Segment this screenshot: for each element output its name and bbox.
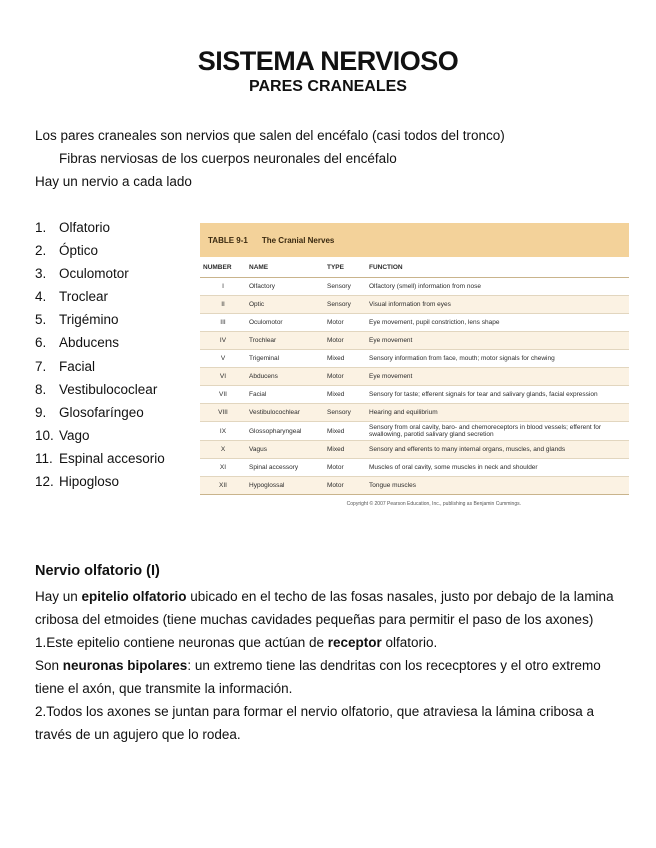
intro-line-1: Los pares craneales son nervios que salen del encéfalo (casi todos del tronco)	[35, 128, 505, 143]
table-cell: Vagus	[246, 441, 324, 459]
table-cell: Motor	[324, 368, 366, 386]
table-row	[200, 350, 629, 368]
table-cell: Olfactory (smell) information from nose	[366, 278, 629, 296]
list-label: Hipogloso	[59, 474, 120, 490]
section-title: Nervio olfatorio (I)	[35, 563, 160, 579]
paragraph-4: 2.Todos los axones se juntan para formar el nervio olfatorio, que atraviesa la lámina cribosa a través de un agujero que lo rodea.	[35, 704, 595, 742]
list-number: 2.	[35, 243, 47, 259]
cranial-table	[200, 257, 629, 495]
table-cell: Spinal accessory	[246, 459, 324, 477]
table-cell: Sensory	[324, 278, 366, 296]
list-number: 8.	[35, 381, 47, 397]
list-number: 11.	[35, 450, 53, 466]
list-item	[35, 424, 165, 447]
table-cell: Visual information from eyes	[366, 296, 629, 314]
text: ubicado en el techo de las fosas nasales, justo por debajo de la lamina cribosa del etmoides (tiene muchas cavidades pequeñas para permitir el paso de los axones)	[35, 589, 614, 627]
table-cell: Motor	[324, 459, 366, 477]
list-number: 12.	[35, 474, 54, 490]
list-number: 4.	[35, 289, 47, 305]
table-cell: Sensory and efferents to many internal organs, muscles, and glands	[366, 441, 629, 459]
paragraph-1	[35, 585, 625, 631]
list-number: 1.	[35, 220, 47, 235]
list-item	[35, 262, 165, 285]
list-item	[35, 447, 165, 470]
bold-term: receptor	[327, 635, 382, 650]
page-subtitle: PARES CRANEALES	[249, 78, 407, 95]
table-cell: Mixed	[324, 386, 366, 404]
table-cell: I	[200, 278, 246, 296]
table-cell: Sensory	[324, 296, 366, 314]
table-cell: V	[200, 350, 246, 368]
table-cell: VII	[200, 386, 246, 404]
table-row	[200, 278, 629, 296]
table-cell: Hearing and equilibrium	[366, 404, 629, 422]
table-cell: Eye movement	[366, 332, 629, 350]
list-item	[35, 216, 165, 239]
table-cell: Eye movement	[366, 368, 629, 386]
column-header: FUNCTION	[366, 257, 629, 278]
table-tag: TABLE 9-1	[208, 235, 248, 245]
list-number: 9.	[35, 404, 47, 420]
table-cell: Sensory for taste; efferent signals for tear and salivary glands, facial expression	[366, 386, 629, 404]
table-cell: Sensory information from face, mouth; motor signals for chewing	[366, 350, 629, 368]
table-cell: X	[200, 441, 246, 459]
table-cell: XI	[200, 459, 246, 477]
list-item	[35, 308, 165, 331]
list-label: Vestibulococlear	[59, 381, 158, 397]
paragraph-2	[35, 631, 625, 654]
list-item	[35, 378, 165, 401]
table-cell: Sensory	[324, 404, 366, 422]
table-cell: VIII	[200, 404, 246, 422]
text: Son	[35, 658, 63, 673]
paragraph-3	[35, 654, 625, 700]
table-cell: Oculomotor	[246, 314, 324, 332]
column-header: TYPE	[324, 257, 366, 278]
list-label: Espinal accesorio	[59, 450, 165, 466]
table-row	[200, 404, 629, 422]
table-row	[200, 441, 629, 459]
table-cell: Abducens	[246, 368, 324, 386]
table-cell: Muscles of oral cavity, some muscles in neck and shoulder	[366, 459, 629, 477]
bold-term: neuronas bipolares	[62, 658, 188, 673]
list-item	[35, 239, 165, 262]
table-cell: II	[200, 296, 246, 314]
list-item	[35, 355, 165, 378]
column-header: NAME	[246, 257, 324, 278]
table-cell: Hypoglossal	[246, 477, 324, 495]
table-cell: Vestibulocochlear	[246, 404, 324, 422]
table-row	[200, 459, 629, 477]
list-label: Facial	[59, 358, 96, 374]
list-label: Troclear	[59, 289, 109, 305]
table-cell: IV	[200, 332, 246, 350]
text: 1.Este epitelio contiene neuronas que actúan de	[35, 635, 328, 650]
page-title: SISTEMA NERVIOSO	[197, 46, 459, 76]
list-item	[35, 470, 165, 493]
bold-term: epitelio olfatorio	[81, 589, 187, 604]
list-label: Óptico	[59, 243, 99, 259]
list-label: Vago	[59, 427, 90, 443]
table-cell: Optic	[246, 296, 324, 314]
list-number: 7.	[35, 358, 47, 374]
table-row	[200, 332, 629, 350]
table-cell: Mixed	[324, 441, 366, 459]
table-cell: XII	[200, 477, 246, 495]
table-cell: Trochlear	[246, 332, 324, 350]
list-label: Oculomotor	[59, 266, 129, 282]
table-cell: Mixed	[324, 350, 366, 368]
section-body	[35, 585, 625, 746]
table-cell: Olfactory	[246, 278, 324, 296]
list-label: Abducens	[59, 335, 120, 351]
table-cell: VI	[200, 368, 246, 386]
text: olfatorio.	[381, 635, 438, 650]
list-number: 6.	[35, 335, 47, 351]
table-header-bar	[200, 223, 629, 257]
list-number: 5.	[35, 312, 47, 328]
list-label: Olfatorio	[59, 220, 111, 235]
list-item	[35, 401, 165, 424]
list-number: 10.	[35, 427, 54, 443]
intro-line-3: Hay un nervio a cada lado	[35, 174, 192, 189]
table-cell: Eye movement, pupil constriction, lens shape	[366, 314, 629, 332]
table-caption: The Cranial Nerves	[261, 235, 335, 245]
list-item	[35, 331, 165, 354]
table-row	[200, 368, 629, 386]
table-row	[200, 296, 629, 314]
table-row	[200, 314, 629, 332]
table-row	[200, 422, 629, 441]
table-cell: Motor	[324, 477, 366, 495]
text: Hay un	[35, 589, 82, 604]
table-row	[200, 477, 629, 495]
intro-line-2: Fibras nerviosas de los cuerpos neuronales del encéfalo	[59, 151, 397, 166]
list-label: Glosofaríngeo	[59, 404, 144, 420]
table-cell: III	[200, 314, 246, 332]
table-cell: Motor	[324, 314, 366, 332]
table-cell: Facial	[246, 386, 324, 404]
table-cell: Mixed	[324, 422, 366, 441]
table-copyright: Copyright © 2007 Pearson Education, Inc., publishing as Benjamin Cummings.	[346, 501, 521, 507]
table-cell: IX	[200, 422, 246, 441]
list-number: 3.	[35, 266, 47, 282]
table-cell: Motor	[324, 332, 366, 350]
list-label: Trigémino	[59, 312, 119, 328]
table-cell: Tongue muscles	[366, 477, 629, 495]
cranial-nerve-list	[35, 216, 165, 493]
table-row	[200, 386, 629, 404]
table-cell: Glossopharyngeal	[246, 422, 324, 441]
list-item	[35, 285, 165, 308]
table-cell: Sensory from oral cavity, baro- and chemoreceptors in blood vessels; efferent for swallowing, parotid salivary gland secretion	[366, 422, 629, 441]
column-header: NUMBER	[200, 257, 246, 278]
table-cell: Trigeminal	[246, 350, 324, 368]
cranial-nerves-table	[200, 223, 629, 507]
text: : un extremo tiene las dendritas con los rececptores y el otro extremo tiene el axón, que transmite la información.	[35, 658, 601, 696]
